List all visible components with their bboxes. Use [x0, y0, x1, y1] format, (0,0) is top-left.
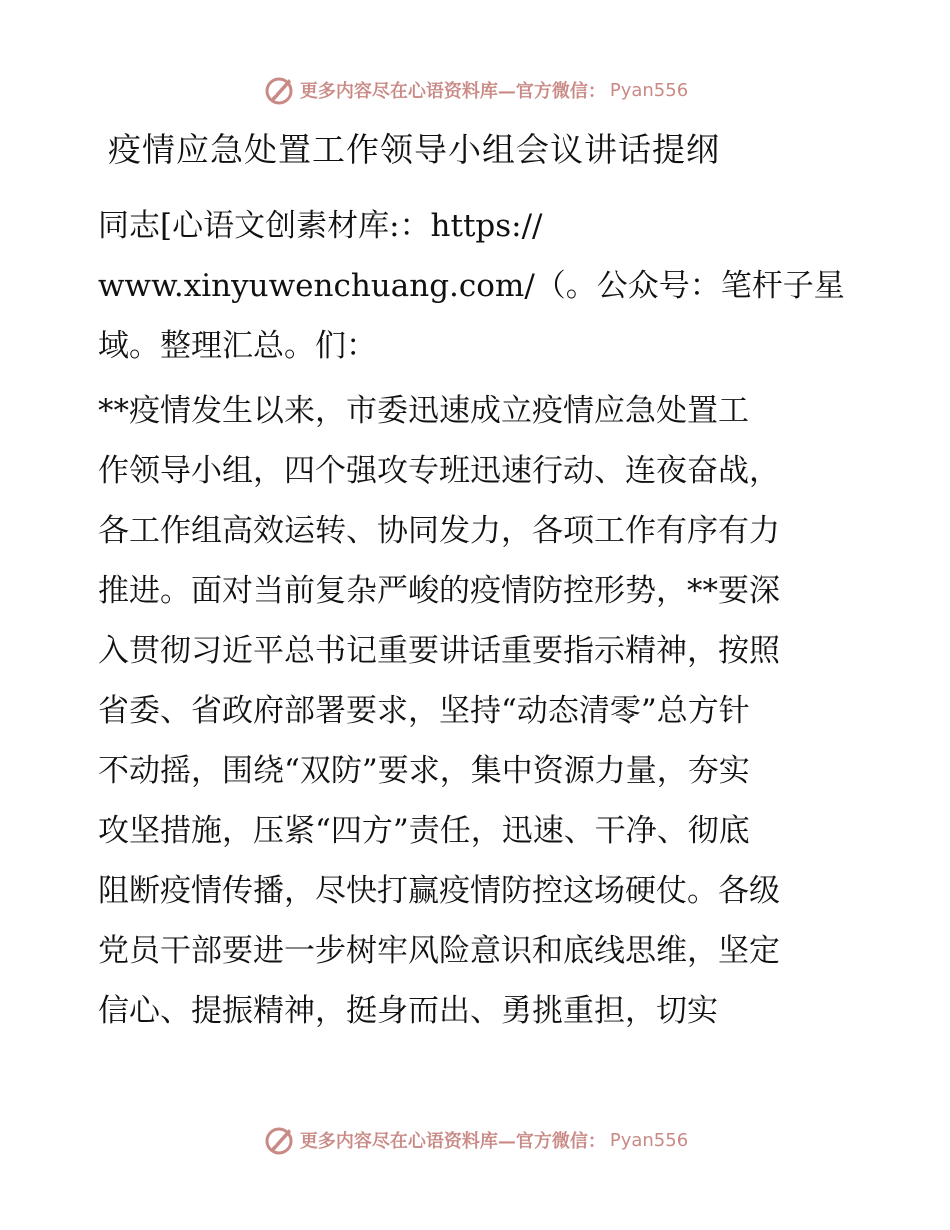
body-line: 攻坚措施，压紧“四方”责任，迅速、干净、彻底	[98, 813, 750, 849]
quill-logo-icon	[262, 73, 296, 107]
body-line: 信心、提振精神，挺身而出、勇挑重担，切实	[98, 993, 718, 1029]
salutation-line: www.xinyuwenchuang.com/（。公众号：笔杆子星	[98, 268, 845, 304]
body-line: 推进。面对当前复杂严峻的疫情防控形势，**要深	[98, 573, 780, 609]
body-line: 作领导小组，四个强攻专班迅速行动、连夜奋战，	[98, 453, 780, 489]
header-wechat-id: Pyan556	[609, 79, 689, 101]
salutation-line: 同志[心语文创素材库:：https://	[98, 208, 543, 244]
header-banner-text: 更多内容尽在心语资料库—官方微信：	[299, 81, 606, 102]
salutation	[98, 196, 858, 376]
salutation-line: 域。整理汇总。们：	[98, 328, 377, 364]
body-paragraph	[98, 381, 858, 1041]
footer-banner	[0, 1120, 950, 1160]
document-title: 疫情应急处置工作领导小组会议讲话提纲	[108, 130, 720, 169]
header-banner	[0, 70, 950, 110]
body-line: **疫情发生以来，市委迅速成立疫情应急处置工	[98, 393, 749, 429]
body-line: 党员干部要进一步树牢风险意识和底线思维，坚定	[98, 933, 780, 969]
body-line: 阻断疫情传播，尽快打赢疫情防控这场硬仗。各级	[98, 873, 780, 909]
body-line: 不动摇，围绕“双防”要求，集中资源力量，夯实	[98, 753, 750, 789]
body-line: 入贯彻习近平总书记重要讲话重要指示精神，按照	[98, 633, 780, 669]
footer-banner-text: 更多内容尽在心语资料库—官方微信：	[299, 1131, 606, 1152]
quill-logo-icon	[262, 1123, 296, 1157]
body-line: 各工作组高效运转、协同发力，各项工作有序有力	[98, 513, 780, 549]
footer-wechat-id: Pyan556	[609, 1129, 689, 1151]
body-line: 省委、省政府部署要求，坚持“动态清零”总方针	[98, 693, 750, 729]
